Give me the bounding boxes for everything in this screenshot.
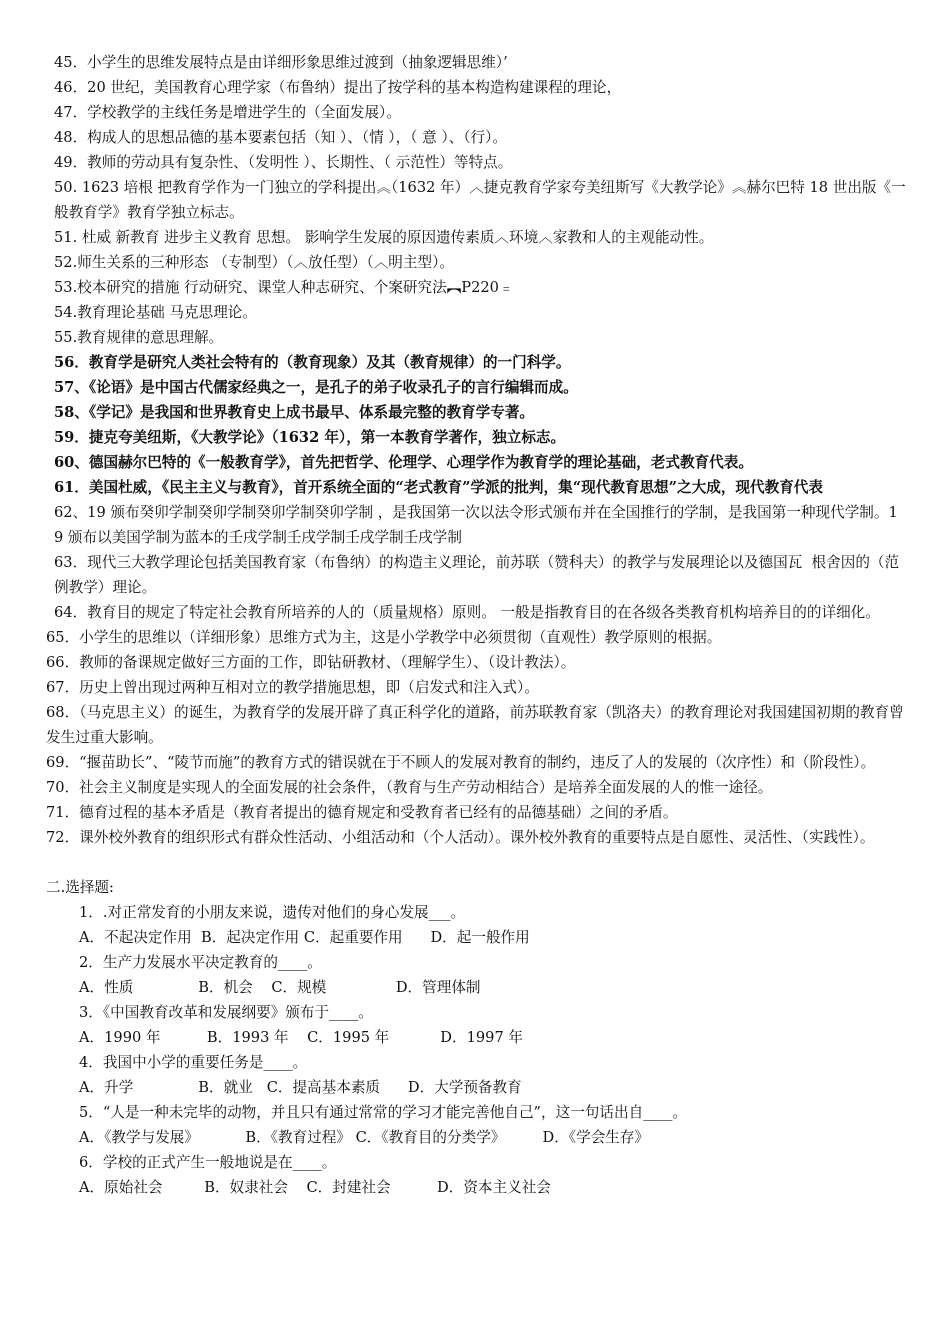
statement-item: 69．“揠苗助长”、“陵节而施”的教育方式的错误就在于不顾人的发展对教育的制约，违反了人的发展的（次序性）和（阶段性）。 [46, 754, 876, 771]
question-stem [46, 1050, 906, 1075]
answer-blank[interactable]: ____ [643, 1104, 673, 1121]
question-stem [46, 1150, 906, 1175]
statement-item: 62、19 颁布癸卯学制癸卯学制癸卯学制癸卯学制 ，是我国第一次以法令形式颁布并在全国推行的学制，是我国第一种现代学制。19 颁布以美国学制为蓝本的壬戌学制壬戌学制壬戌学制壬戌学制 [54, 504, 898, 546]
statement-item: 63．现代三大教学理论包括美国教育家（布鲁纳）的构造主义理论，前苏联（赞科夫）的教学与发展理论以及德国瓦 根舍因的（范例教学）理论。 [54, 554, 900, 596]
statement-item: 60、德国赫尔巴特的《一般教育学》，首先把哲学、伦理学、心理学作为教育学的理论基础，老式教育代表。 [54, 454, 753, 471]
question-text: 2．生产力发展水平决定教育的 [79, 954, 279, 971]
answer-options: A．原始社会 B．奴隶社会 C．封建社会 D．资本主义社会 [79, 1179, 551, 1196]
answer-options: A．《教学与发展》 B．《教育过程》 C．《教育目的分类学》 D．《学会生存》 [79, 1129, 650, 1146]
answer-options: A．不起决定作用 B．起决定作用 C．起重要作用 D．起一般作用 [79, 929, 530, 946]
question-stem [46, 1100, 906, 1125]
statement-item: 52.师生关系的三种形态 （专制型）（︿放任型）（︿明主型）。 [54, 254, 454, 271]
statement-item: 68．（马克思主义）的诞生，为教育学的发展开辟了真正科学化的道路，前苏联教育家（凯洛夫）的教育理论对我国建国初期的教育曾发生过重大影响。 [46, 704, 904, 746]
question-end: 。 [292, 1054, 308, 1071]
question-text: 6．学校的正式产生一般地说是在 [79, 1154, 293, 1171]
statement-item: 64．教育目的规定了特定社会教育所培养的人的（质量规格）原则。 一般是指教育目的在各级各类教育机构培养目的的详细化。 [54, 604, 880, 621]
statement-item: 70．社会主义制度是实现人的全面发展的社会条件，（教育与生产劳动相结合）是培养全面发展的人的惟一途径。 [46, 779, 773, 796]
statement-item: 56．教育学是研究人类社会特有的（教育现象）及其（教育规律）的一门科学。 [54, 354, 571, 371]
statement-item: 67．历史上曾出现过两种互相对立的教学措施思想，即（启发式和注入式）。 [46, 679, 539, 696]
question-text: 3．《中国教育改革和发展纲要》颁布于 [79, 1004, 330, 1021]
question-end: 。 [450, 904, 466, 921]
fill-in-section [46, 50, 906, 850]
question-end: 。 [321, 1154, 337, 1171]
section-gap [46, 850, 906, 875]
question-text: 5．“人是一种未完毕的动物，并且只有通过常常的学习才能完善他自己”，这一句话出自 [79, 1104, 644, 1121]
statement-item: 66．教师的备课规定做好三方面的工作，即钻研教材、（理解学生）、（设计教法）。 [46, 654, 576, 671]
statement-item: 49．教师的劳动具有复杂性、（发明性 ）、长期性、（ 示范性）等特点。 [54, 154, 513, 171]
statement-item: 55.教育规律的意思理解。 [54, 329, 224, 346]
statement-item: 45．小学生的思维发展特点是由详细形象思维过渡到（抽象逻辑思维）’ [54, 54, 508, 71]
answer-blank[interactable]: ____ [329, 1004, 359, 1021]
statement-item: 46．20 世纪，美国教育心理学家（布鲁纳）提出了按学科的基本构造构建课程的理论， [54, 79, 622, 96]
statement-item: 59．捷克夸美纽斯，《大教学论》（1632 年），第一本教育学著作，独立标志。 [54, 429, 566, 446]
answer-blank[interactable]: ____ [292, 1154, 322, 1171]
question-end: 。 [307, 954, 322, 971]
question-stem [46, 900, 906, 925]
statement-item: 51. 杜威 新教育 进步主义教育 思想。 影响学生发展的原因遗传素质︿环境︿家教和人的主观能动性。 [54, 229, 714, 246]
answer-blank[interactable]: ___ [428, 904, 451, 921]
statement-item: 72．课外校外教育的组织形式有群众性活动、小组活动和（个人活动）。课外校外教育的重要特点是自愿性、灵活性、（实践性）。 [46, 829, 875, 846]
answer-blank[interactable]: ____ [278, 954, 308, 971]
statement-item: 61．美国杜威，《民主主义与教育》，首开系统全面的“老式教育”学派的批判，集“现代教育思想”之大成，现代教育代表 [54, 479, 823, 496]
statement-item: 50. 1623 培根 把教育学作为一门独立的学科提出︽（1632 年）︿捷克教育学家夸美纽斯写《大教学论》︽赫尔巴特 18 世出版《一般教育学》教育学独立标志。 [54, 179, 906, 221]
section-title: 二.选择题: [46, 879, 114, 896]
answer-options: A．1990 年 B．1993 年 C．1995 年 D．1997 年 [79, 1029, 523, 1046]
statement-item: 54.教育理论基础 马克思理论。 [54, 304, 257, 321]
answer-options: A．升学 B．就业 C．提高基本素质 D．大学预备教育 [79, 1079, 522, 1096]
question-text: 1．.对正常发育的小朋友来说，遗传对他们的身心发展 [79, 904, 429, 921]
question-text: 4．我国中小学的重要任务是 [79, 1054, 264, 1071]
statement-item: 65．小学生的思维以（详细形象）思维方式为主，这是小学教学中必须贯彻（直观性）教学原则的根据。 [46, 629, 722, 646]
answer-options: A．性质 B．机会 C．规模 D．管理体制 [79, 979, 481, 996]
question-end: 。 [672, 1104, 687, 1121]
statement-item: 47．学校教学的主线任务是增进学生的（全面发展）。 [54, 104, 401, 121]
statement-item: 57、《论语》是中国古代儒家经典之一，是孔子的弟子收录孔子的言行编辑而成。 [54, 379, 578, 396]
statement-item: 58、《学记》是我国和世界教育史上成书最早、体系最完整的教育学专著。 [54, 404, 535, 421]
choice-section [46, 900, 906, 1200]
statement-item: 53.校本研究的措施 行动研究、课堂人种志研究、个案研究法︻P220﹦ [54, 279, 514, 296]
question-stem [46, 950, 906, 975]
question-stem [46, 1000, 906, 1025]
statement-item: 48．构成人的思想品德的基本要素包括（知 ）、（情 ），（ 意 ）、（行）。 [54, 129, 508, 146]
statement-item: 71．德育过程的基本矛盾是（教育者提出的德育规定和受教育者已经有的品德基础）之间的矛盾。 [46, 804, 678, 821]
question-end: 。 [358, 1004, 373, 1021]
answer-blank[interactable]: ____ [263, 1054, 293, 1071]
